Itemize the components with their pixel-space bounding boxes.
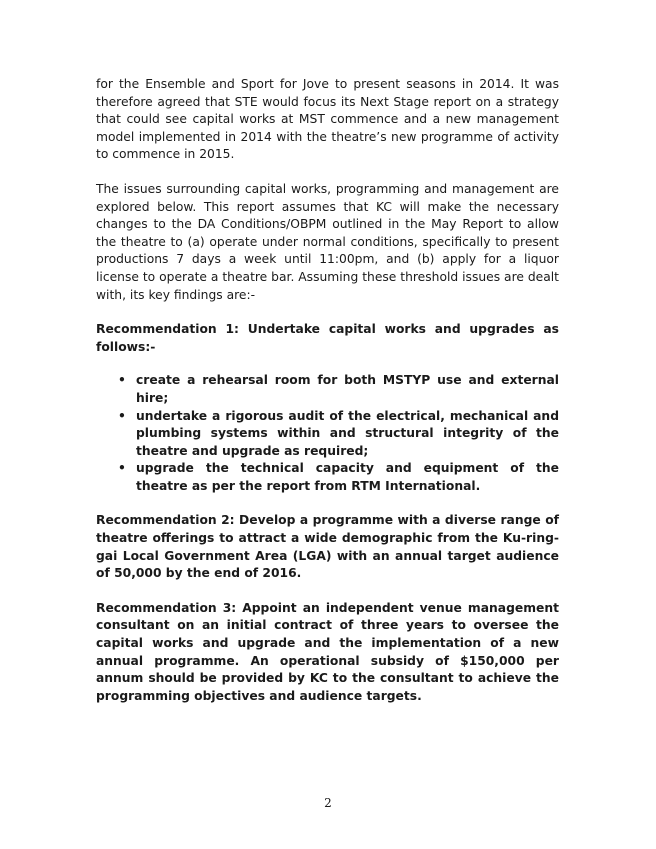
- recommendation-3: Recommendation 3: Appoint an independent venue management consultant on an initial contract of three years to oversee the capital works and upgrade and the implementation of a new annual programme. An operational subsidy of $150,000 per annum should be provided by KC to the consultant to achieve the programming objectives and audience targets.: [96, 600, 559, 703]
- list-item-text: upgrade the technical capacity and equipment of the theatre as per the report from RTM International.: [136, 461, 559, 493]
- bullet-icon: •: [118, 373, 126, 388]
- list-item-text: undertake a rigorous audit of the electrical, mechanical and plumbing systems within and structural integrity of the theatre and upgrade as required;: [136, 408, 559, 458]
- recommendation-1-list: [96, 372, 559, 495]
- list-item: [118, 408, 559, 461]
- paragraph-issues: The issues surrounding capital works, programming and management are explored below. This report assumes that KC will make the necessary changes to the DA Conditions/OBPM outlined in the May Report to allow the theatre to (a) operate under normal conditions, specifically to present productions 7 days a week until 11:00pm, and (b) apply for a liquor license to operate a theatre bar. Assuming these threshold issues are dealt with, its key findings are:-: [96, 181, 559, 302]
- list-item: [118, 460, 559, 495]
- bullet-icon: •: [118, 461, 126, 476]
- paragraph-intro: for the Ensemble and Sport for Jove to present seasons in 2014. It was therefore agreed that STE would focus its Next Stage report on a strategy that could see capital works at MST commence and a new management model implemented in 2014 with the theatre’s new programme of activity to commence in 2015.: [96, 77, 559, 162]
- document-body: [96, 76, 559, 722]
- recommendation-1-heading: Recommendation 1: Undertake capital works and upgrades as follows:-: [96, 322, 559, 354]
- recommendation-2: Recommendation 2: Develop a programme with a diverse range of theatre offerings to attract a wide demographic from the Ku-ring-gai Local Government Area (LGA) with an annual target audience of 50,000 by the end of 2016.: [96, 513, 559, 581]
- list-item: [118, 372, 559, 407]
- list-item-text: create a rehearsal room for both MSTYP use and external hire;: [136, 373, 559, 405]
- bullet-icon: •: [118, 408, 126, 423]
- page-number: 2: [324, 796, 332, 810]
